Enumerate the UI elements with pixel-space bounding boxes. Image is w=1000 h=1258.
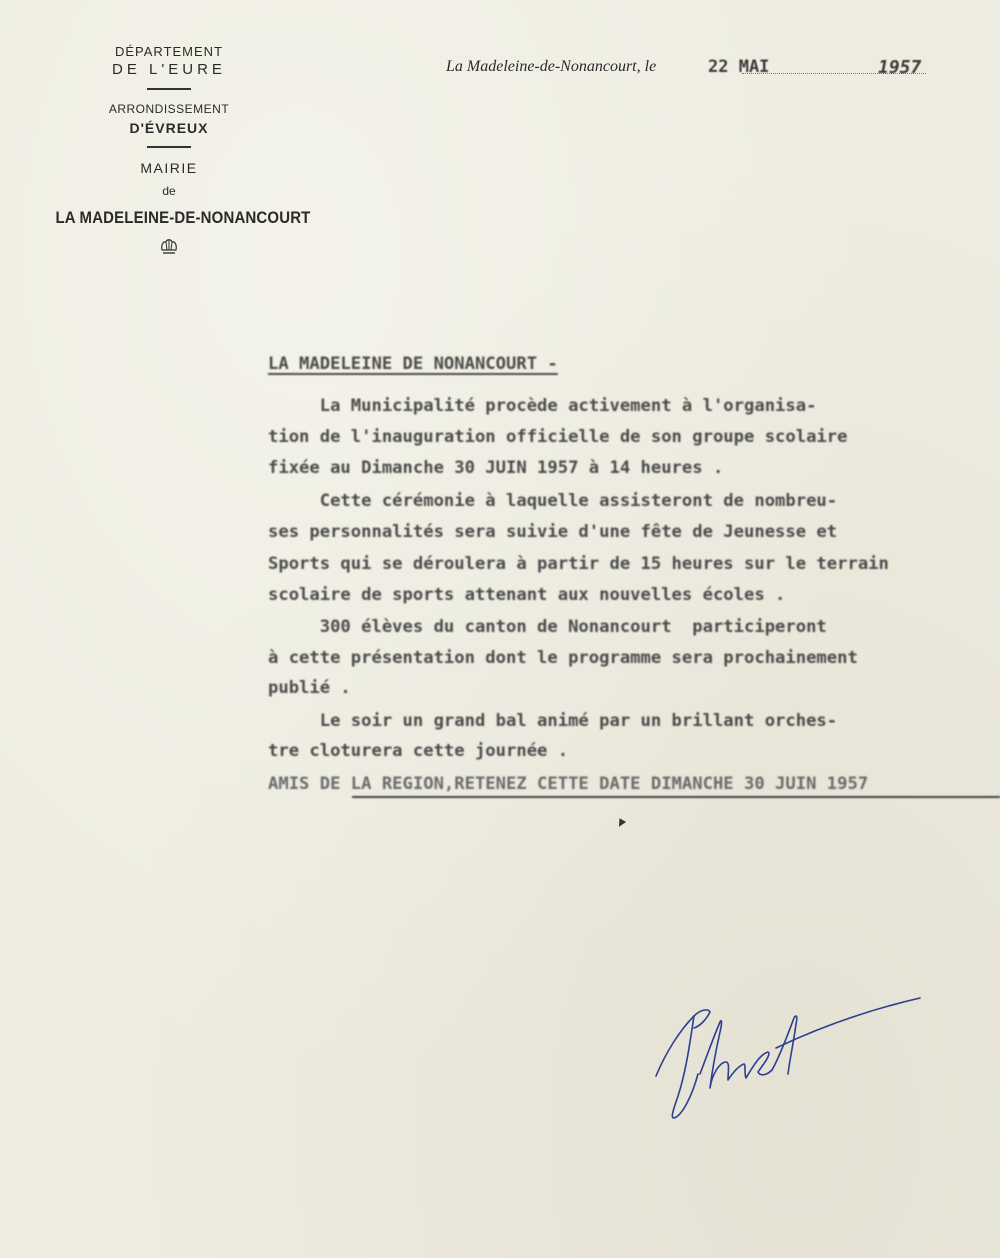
town-name: LA MADELEINE-DE-NONANCOURT (55, 208, 311, 227)
ink-speck: ▼ (614, 816, 627, 831)
department-name: DE L'EURE (112, 61, 226, 78)
letterhead-divider (147, 88, 191, 90)
body-line: publié . (268, 678, 351, 698)
body-line: scolaire de sports attenant aux nouvelles écoles . (268, 585, 786, 605)
mairie-label: MAIRIE (140, 160, 198, 176)
letterhead (40, 44, 311, 261)
body-line: La Municipalité procède activement à l'organisa- (268, 396, 817, 416)
dateline-place: La Madeleine-de-Nonancourt, le (446, 58, 657, 75)
arrondissement-name: D'ÉVREUX (129, 120, 209, 136)
body-line: Sports qui se déroulera à partir de 15 heures sur le terrain (268, 554, 889, 574)
body-line: fixée au Dimanche 30 JUIN 1957 à 14 heures . (268, 458, 724, 478)
closing-underline (352, 796, 1000, 798)
signature-huet (648, 992, 928, 1122)
mairie-de: de (162, 184, 176, 198)
dateline-day: 22 MAI (708, 57, 770, 77)
body-line: Cette cérémonie à laquelle assisteront de nombreu- (268, 491, 838, 511)
dateline (446, 58, 946, 84)
department-label: DÉPARTEMENT (114, 44, 224, 59)
body-line: tre cloturera cette journée . (268, 741, 569, 761)
body-line: à cette présentation dont le programme sera prochainement (268, 648, 858, 668)
dateline-year: 1957 (878, 57, 922, 78)
body-line: 300 élèves du canton de Nonancourt participeront (268, 617, 827, 637)
closing-line: AMIS DE LA REGION,RETENEZ CETTE DATE DIMANCHE 30 JUIN 1957 (268, 774, 869, 794)
body-line: ses personnalités sera suivie d'une fête de Jeunesse et (268, 522, 838, 542)
body-line: Le soir un grand bal animé par un brillant orches- (268, 711, 838, 731)
body-heading: LA MADELEINE DE NONANCOURT - (268, 354, 558, 374)
body-line: tion de l'inauguration officielle de son groupe scolaire (268, 427, 848, 447)
letterhead-divider (147, 146, 191, 148)
arrondissement-label: ARRONDISSEMENT (108, 102, 230, 116)
crown-emblem-icon (159, 238, 179, 256)
